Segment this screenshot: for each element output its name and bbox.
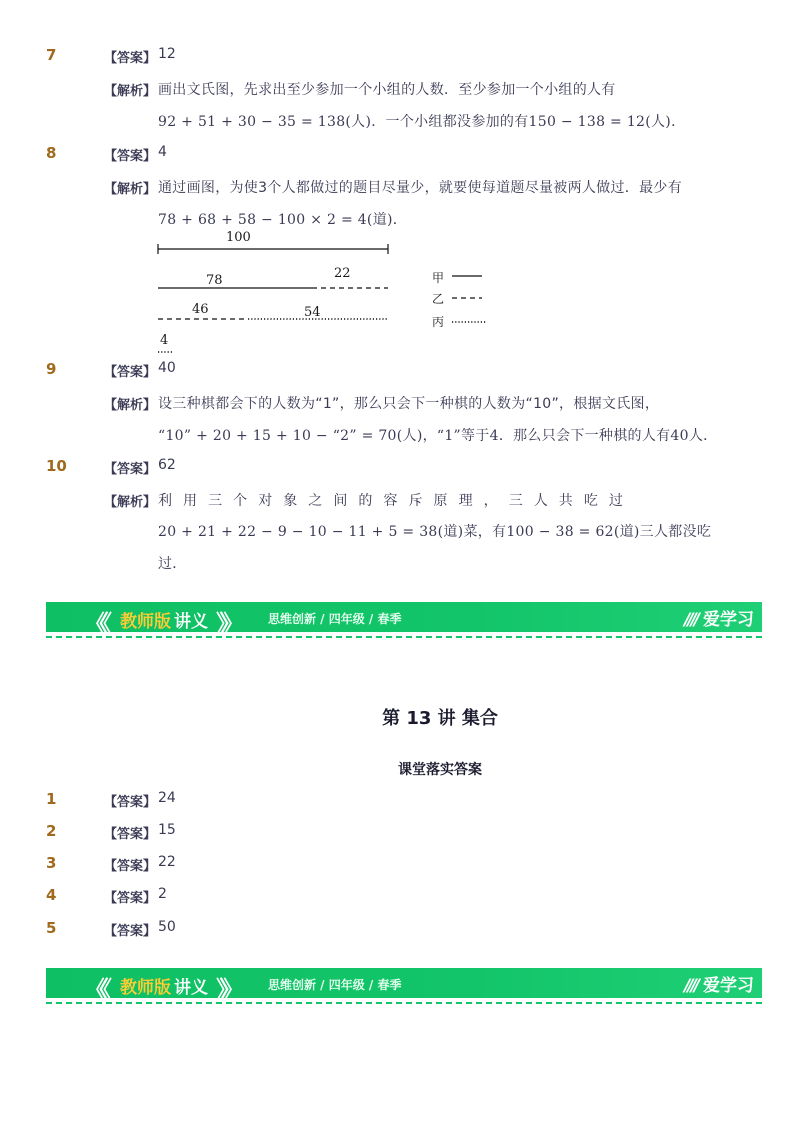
- analysis-tag: 【解析】: [104, 495, 157, 510]
- section-title: 课堂落实答案: [398, 762, 482, 778]
- analysis-tag: 【解析】: [104, 84, 157, 99]
- analysis-line: 画出文氏图，先求出至少参加一个小组的人数．至少参加一个小组的人有: [158, 82, 616, 98]
- diagram-label-a-left: 78: [206, 273, 223, 288]
- analysis-formula: 78 + 68 + 58 − 100 × 2 = 4(道)．: [158, 212, 408, 228]
- answer-value: 40: [158, 360, 176, 376]
- brand-logo-text: 爱学习: [703, 976, 754, 996]
- answer-value: 22: [158, 854, 176, 870]
- banner-title: 教师版: [120, 612, 171, 632]
- banner-title: 教师版: [120, 978, 171, 998]
- answer-tag: 【答案】: [104, 891, 157, 906]
- chevrons-left-icon: 《《: [84, 976, 104, 1004]
- banner-dashed-rule: [46, 1002, 762, 1004]
- chevrons-right-icon: 》》: [216, 610, 236, 638]
- banner-title-suffix: 讲义: [174, 612, 208, 632]
- brand-logo: [684, 971, 754, 996]
- banner-title-suffix: 讲义: [174, 978, 208, 998]
- answer-value: 2: [158, 886, 167, 902]
- answer-value: 15: [158, 822, 176, 838]
- answer-tag: 【答案】: [104, 827, 157, 842]
- question-number: 10: [46, 457, 67, 475]
- answer-tag: 【答案】: [104, 859, 157, 874]
- diagram-label-b-left: 46: [192, 302, 209, 317]
- diagram-label-c: 4: [160, 333, 169, 348]
- chevrons-right-icon: 》》: [216, 976, 236, 1004]
- analysis-line: 过．: [158, 556, 187, 572]
- answer-value: 24: [158, 790, 176, 806]
- analysis-formula: 92 + 51 + 30 − 35 = 138(人)．一个小组都没参加的有150 − 138 = 12(人)．: [158, 114, 686, 130]
- list-item-number: 3: [46, 854, 57, 872]
- diagram-label-a-right: 22: [334, 266, 351, 281]
- analysis-formula: 20 + 21 + 22 − 9 − 10 − 11 + 5 = 38(道)菜，有100 − 38 = 62(道)三人都没吃: [158, 524, 712, 540]
- brand-logo-text: 爱学习: [703, 610, 754, 630]
- diagram-label-b-right: 54: [304, 305, 321, 320]
- list-item-number: 1: [46, 790, 57, 808]
- question-number: 8: [46, 144, 57, 162]
- legend-label-a: 甲: [432, 271, 445, 285]
- answer-tag: 【答案】: [104, 365, 157, 380]
- answer-tag: 【答案】: [104, 924, 157, 939]
- analysis-tag: 【解析】: [104, 182, 157, 197]
- list-item-number: 5: [46, 919, 57, 937]
- analysis-tag: 【解析】: [104, 398, 157, 413]
- analysis-line: 通过画图，为使3个人都做过的题目尽量少，就要使每道题尽量被两人做过．最少有: [158, 180, 683, 196]
- banner-subtitle: 思维创新 / 四年级 / 春季: [268, 978, 402, 992]
- banner-dashed-rule: [46, 636, 762, 638]
- analysis-line: 利 用 三 个 对 象 之 间 的 容 斥 原 理 ， 三 人 共 吃 过: [158, 493, 624, 509]
- answer-value: 62: [158, 457, 176, 473]
- answer-value: 12: [158, 46, 176, 62]
- list-item-number: 4: [46, 886, 57, 904]
- diagram-label-total: 100: [226, 230, 251, 245]
- banner-subtitle: 思维创新 / 四年级 / 春季: [268, 612, 402, 626]
- analysis-formula: “10” + 20 + 15 + 10 − “2” = 70(人)，“1”等于4．那么只会下一种棋的人有40人．: [158, 428, 718, 444]
- answer-tag: 【答案】: [104, 51, 157, 66]
- brand-logo: [684, 605, 754, 630]
- legend-label-c: 丙: [432, 315, 445, 329]
- chevrons-left-icon: 《《: [84, 610, 104, 638]
- analysis-line: 设三种棋都会下的人数为“1”，那么只会下一种棋的人数为“10”，根据文氏图，: [158, 396, 660, 412]
- overlap-diagram: [150, 228, 510, 356]
- answer-tag: 【答案】: [104, 462, 157, 477]
- answer-tag: 【答案】: [104, 795, 157, 810]
- question-number: 9: [46, 360, 57, 378]
- answer-tag: 【答案】: [104, 149, 157, 164]
- legend-label-b: 乙: [432, 292, 445, 306]
- list-item-number: 2: [46, 822, 57, 840]
- footer-banner: [46, 602, 762, 638]
- brand-logo-icon: ////: [684, 976, 697, 996]
- lecture-title: 第 13 讲 集合: [382, 708, 498, 729]
- answer-value: 50: [158, 919, 176, 935]
- brand-logo-icon: ////: [684, 610, 697, 630]
- answer-value: 4: [158, 144, 167, 160]
- footer-banner: [46, 968, 762, 1004]
- question-number: 7: [46, 46, 57, 64]
